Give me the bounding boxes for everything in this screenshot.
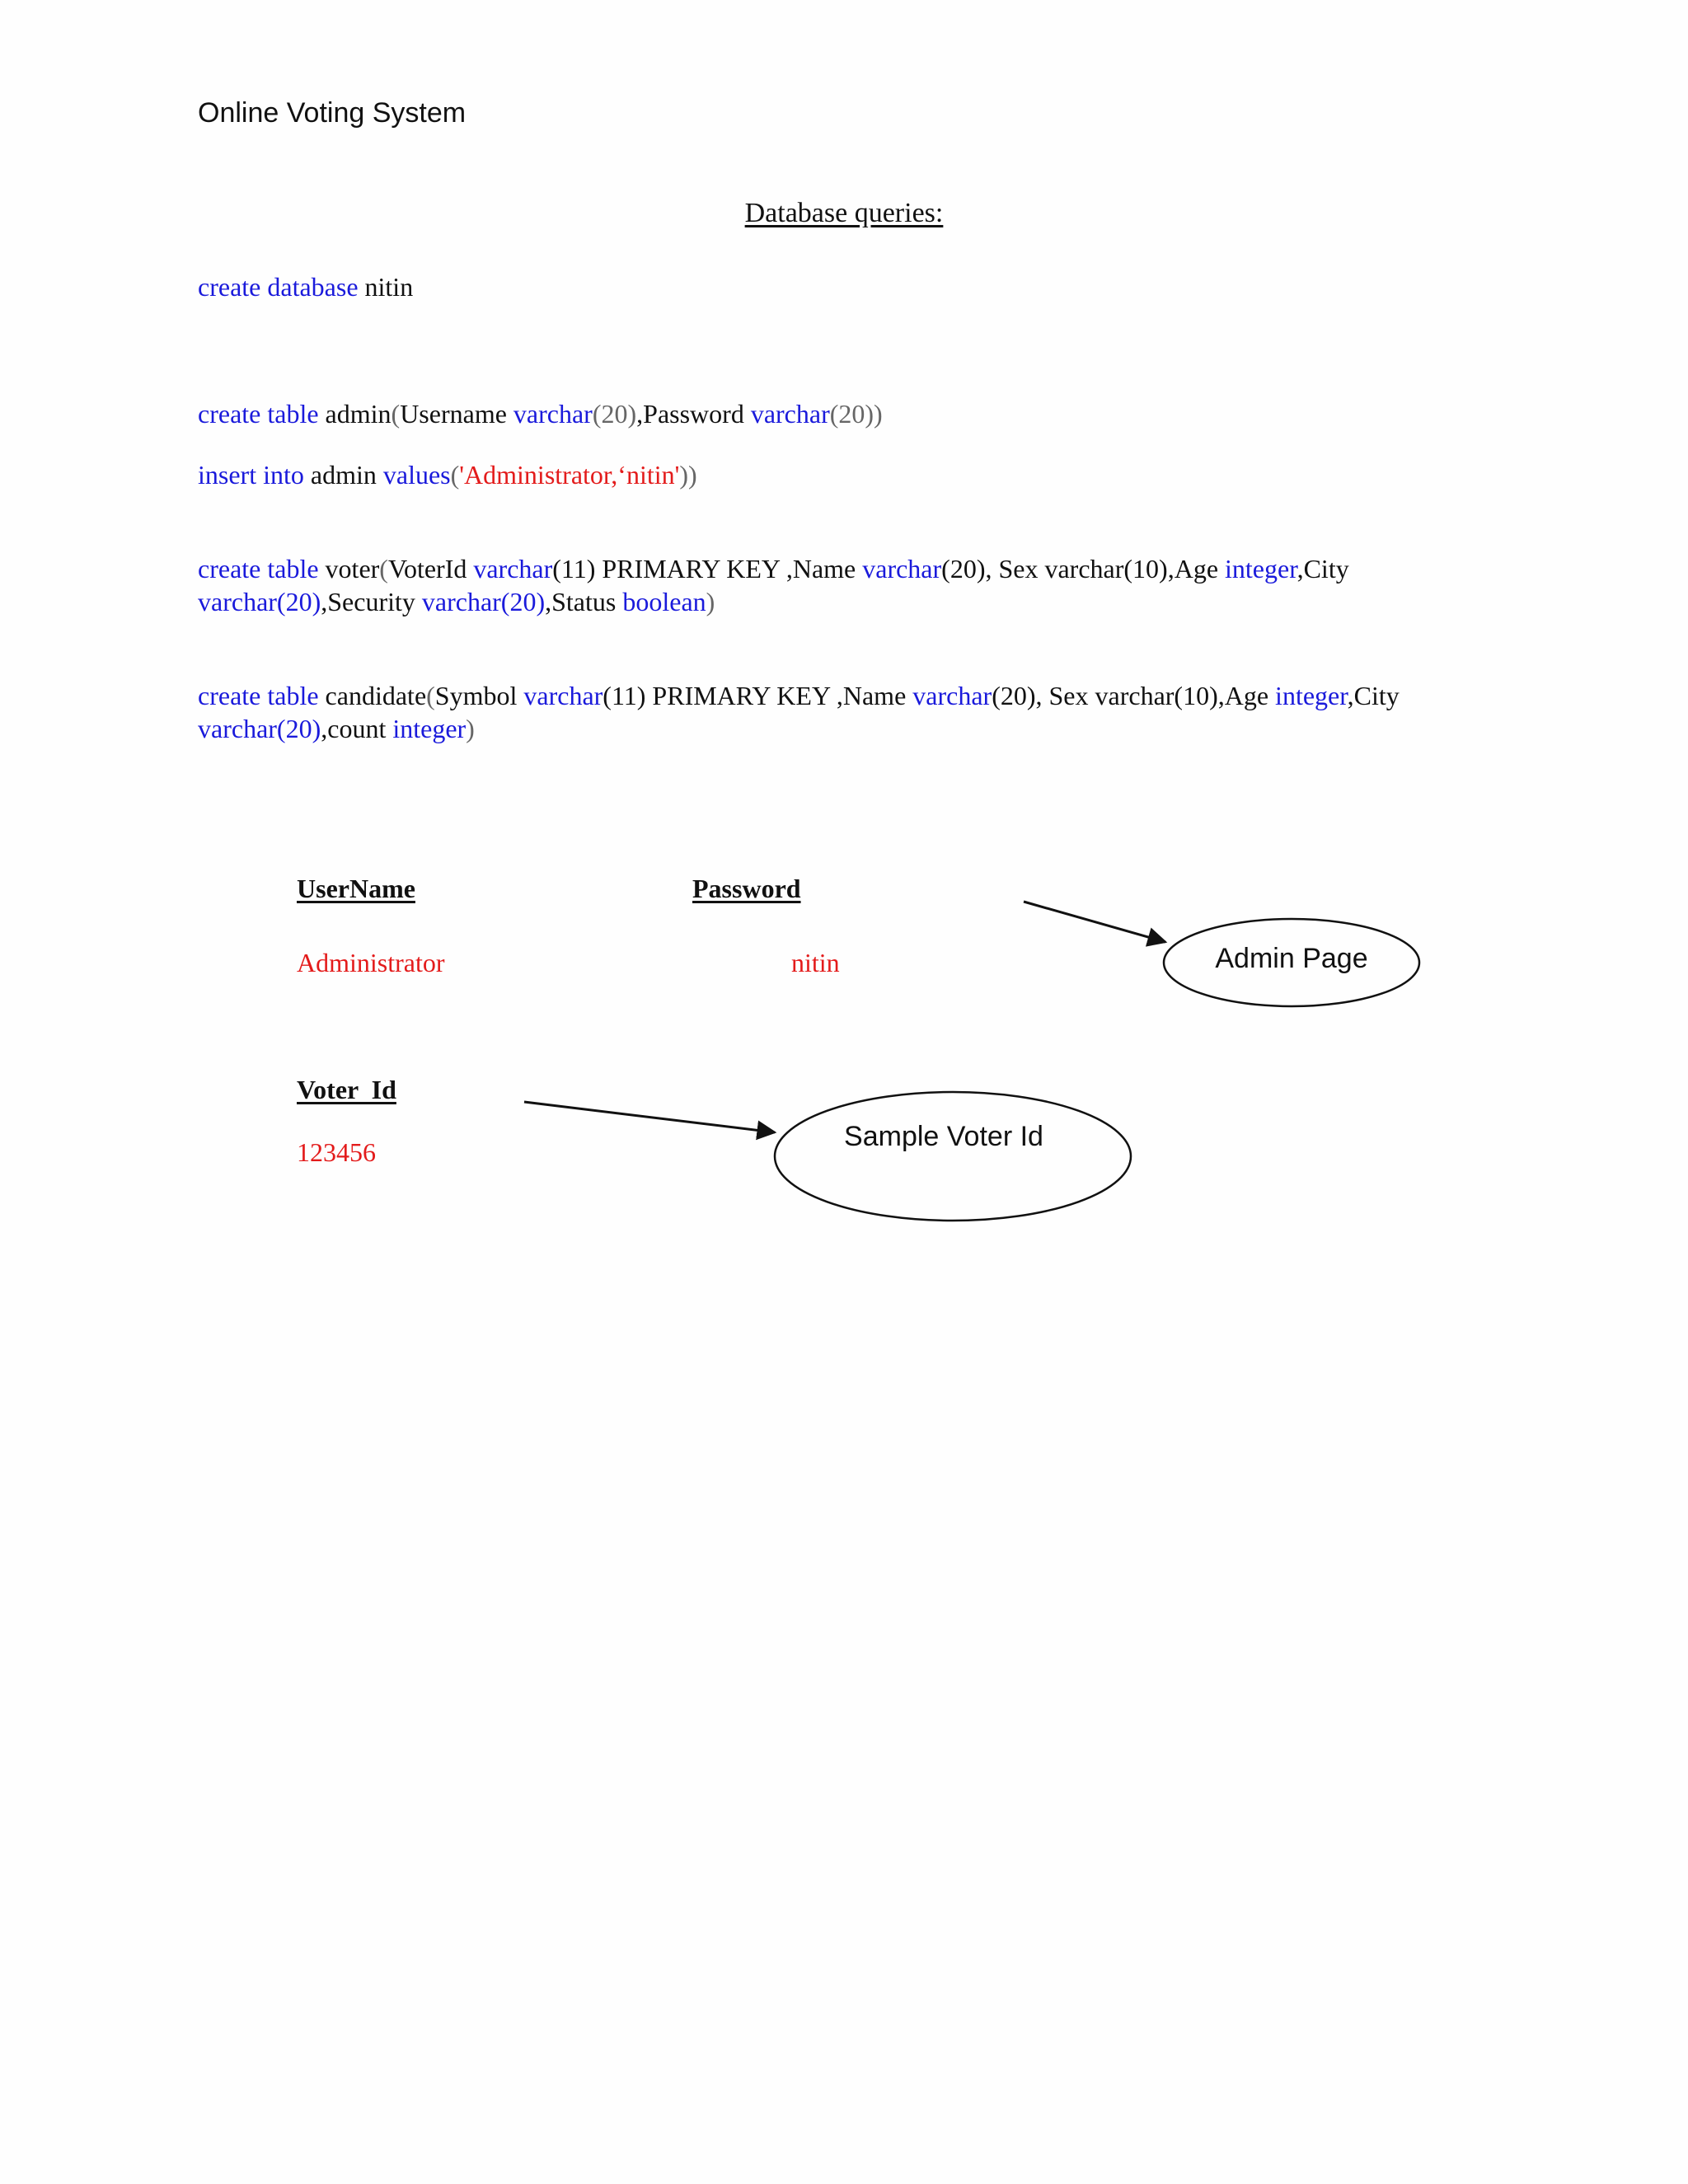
voter-id-value: 123456: [297, 1137, 376, 1167]
query-create-candidate: create table candidate(Symbol varchar(11) PRIMARY KEY ,Name varchar(20), Sex varchar(10),Age integer,City varchar(20),count integer): [198, 681, 1400, 743]
arrow-to-sample-voter: [524, 1102, 775, 1132]
admin-page-label: Admin Page: [1215, 943, 1368, 974]
section-title: Database queries:: [744, 198, 944, 228]
username-value: Administrator: [297, 948, 445, 977]
username-label: UserName: [297, 874, 415, 903]
sample-voter-label: Sample Voter Id: [844, 1121, 1043, 1152]
password-value: nitin: [791, 948, 840, 977]
sample-voter-ellipse: [775, 1092, 1131, 1221]
password-label: Password: [692, 874, 801, 903]
query-create-admin: create table admin(Username varchar(20),Password varchar(20)): [198, 399, 883, 429]
document-title: Online Voting System: [198, 97, 467, 129]
query-create-database: create database nitin: [198, 272, 414, 302]
voter-id-label: Voter Id: [297, 1075, 396, 1104]
query-insert-admin: insert into admin values('Administrator,‘nitin')): [198, 460, 697, 490]
arrow-to-admin-page: [1024, 902, 1165, 942]
query-create-voter: create table voter(VoterId varchar(11) PRIMARY KEY ,Name varchar(20), Sex varchar(10),Age integer,City varchar(20),Security varchar(20),Status boolean): [198, 554, 1349, 616]
